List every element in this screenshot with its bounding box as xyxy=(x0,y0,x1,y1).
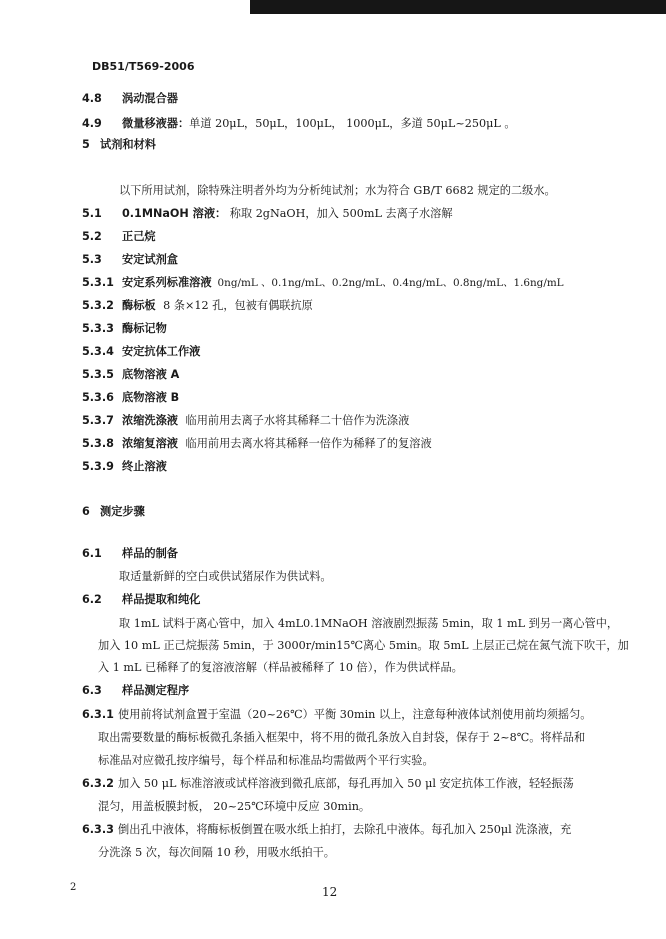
section-number: 5.3.1 xyxy=(82,276,114,289)
section-number: 6.3.1 xyxy=(82,708,114,721)
section-number: 5.3.5 xyxy=(82,368,114,381)
section-title: 底物溶液 B xyxy=(122,391,180,404)
section-title: 安定试剂盒 xyxy=(122,253,178,266)
section-text: 单道 20μL，50μL，100μL， 1000μL，多道 50μL~250μL 。 xyxy=(189,117,516,130)
step-text: 倒出孔中液体，将酶标板倒置在吸水纸上拍打，去除孔中液体。每孔加入 250μl 洗涤液，充 xyxy=(118,823,572,836)
section-title: 涡动混合器 xyxy=(122,92,178,105)
section-5-1 xyxy=(82,206,453,222)
section-number: 5.2 xyxy=(82,230,102,243)
section-number: 4.8 xyxy=(82,92,102,105)
section-title: 终止溶液 xyxy=(122,460,167,473)
section-5-3-4 xyxy=(82,344,200,360)
section-title: 酶标板 xyxy=(122,299,156,312)
step-6-3-3-line-1 xyxy=(82,822,571,838)
section-5-3-3 xyxy=(82,321,167,337)
section-number: 6.3.2 xyxy=(82,777,114,790)
section-text: 称取 2gNaOH，加入 500mL 去离子水溶解 xyxy=(226,207,453,220)
section-5-3-8 xyxy=(82,436,432,452)
section-title: 样品的制备 xyxy=(122,547,178,560)
scan-edge-bar xyxy=(250,0,666,14)
step-6-3-1-line-2: 取出需要数量的酶标板微孔条插入框架中，将不用的微孔条放入自封袋，保存于 2~8℃。将样品和 xyxy=(98,731,586,744)
document-id: DB51/T569-2006 xyxy=(92,60,195,73)
step-6-3-2-line-2: 混匀，用盖板膜封板， 20~25℃环境中反应 30min。 xyxy=(98,800,371,813)
section-number: 5.3 xyxy=(82,253,102,266)
section-5-2 xyxy=(82,229,156,245)
section-title: 0.1MNaOH 溶液： xyxy=(122,207,227,220)
section-text: 临用前用去离水将其稀释一倍作为稀释了的复溶液 xyxy=(181,437,432,450)
section-number: 5 xyxy=(82,138,90,151)
section-number: 6.3 xyxy=(82,684,102,697)
section-5-3-7 xyxy=(82,413,409,429)
extraction-line-1: 取 1mL 试料于离心管中，加入 4mL0.1MNaOH 溶液剧烈振荡 5min，取 1 mL 到另一离心管中， xyxy=(119,617,619,630)
section-title: 酶标记物 xyxy=(122,322,167,335)
section-title: 微量移液器： xyxy=(122,117,190,130)
section-title: 试剂和材料 xyxy=(100,138,156,151)
section-text: 0ng/mL 、0.1ng/mL、0.2ng/mL、0.4ng/mL、0.8ng/mL、1.6ng/mL xyxy=(217,277,564,289)
page-number: 12 xyxy=(322,885,338,899)
section-title: 测定步骤 xyxy=(100,505,145,518)
section-title: 样品测定程序 xyxy=(122,684,190,697)
step-6-3-1-line-1 xyxy=(82,707,591,723)
step-6-3-2-line-1 xyxy=(82,776,574,792)
section-5-3-6 xyxy=(82,390,179,406)
section-number: 5.3.6 xyxy=(82,391,114,404)
section-title: 样品提取和纯化 xyxy=(122,593,201,606)
sample-prep-text: 取适量新鲜的空白或供试猪尿作为供试料。 xyxy=(119,570,332,583)
section-number: 6.2 xyxy=(82,593,102,606)
section-4-8 xyxy=(82,91,178,107)
step-6-3-3-line-2: 分洗涤 5 次，每次间隔 10 秒，用吸水纸拍干。 xyxy=(98,846,335,859)
section-number: 6 xyxy=(82,505,90,518)
step-text: 使用前将试剂盒置于室温（20~26℃）平衡 30min 以上，注意每种液体试剂使用前均须摇匀。 xyxy=(118,708,592,721)
extraction-line-3: 入 1 mL 已稀释了的复溶液溶解（样品被稀释了 10 倍），作为供试样品。 xyxy=(98,661,463,674)
footer-left-mark: 2 xyxy=(70,882,77,893)
section-text: 临用前用去离子水将其稀释二十倍作为洗涤液 xyxy=(181,414,410,427)
section-5-3-1 xyxy=(82,275,564,291)
section-number: 5.3.9 xyxy=(82,460,114,473)
section-6-1 xyxy=(82,546,178,562)
section-5-3-9 xyxy=(82,459,167,475)
section-4-9 xyxy=(82,116,516,132)
section-number: 6.1 xyxy=(82,547,102,560)
section-number: 5.1 xyxy=(82,207,102,220)
section-number: 5.3.4 xyxy=(82,345,114,358)
section-title: 安定抗体工作液 xyxy=(122,345,201,358)
section-number: 4.9 xyxy=(82,117,102,130)
section-title: 底物溶液 A xyxy=(122,368,180,381)
section-6 xyxy=(82,504,145,520)
section-title: 安定系列标准溶液 xyxy=(122,276,212,289)
section-number: 6.3.3 xyxy=(82,823,114,836)
section-5-3-2 xyxy=(82,298,313,314)
reagent-intro: 以下所用试剂，除特殊注明者外均为分析纯试剂；水为符合 GB/T 6682 规定的二级水。 xyxy=(119,184,556,197)
section-number: 5.3.3 xyxy=(82,322,114,335)
extraction-line-2: 加入 10 mL 正己烷振荡 5min，于 3000r/min15℃离心 5min。取 5mL 上层正己烷在氮气流下吹干，加 xyxy=(98,639,629,652)
step-6-3-1-line-3: 标准品对应微孔按序编号，每个样品和标准品均需做两个平行实验。 xyxy=(98,754,434,767)
section-text: 8 条×12 孔，包被有偶联抗原 xyxy=(159,299,313,312)
section-title: 浓缩洗涤液 xyxy=(122,414,178,427)
section-6-2 xyxy=(82,592,200,608)
section-number: 5.3.7 xyxy=(82,414,114,427)
section-5-3 xyxy=(82,252,178,268)
section-5 xyxy=(82,137,156,153)
section-title: 浓缩复溶液 xyxy=(122,437,178,450)
section-number: 5.3.2 xyxy=(82,299,114,312)
section-number: 5.3.8 xyxy=(82,437,114,450)
step-text: 加入 50 μL 标准溶液或试样溶液到微孔底部，每孔再加入 50 μl 安定抗体工作液，轻轻振荡 xyxy=(118,777,574,790)
section-6-3 xyxy=(82,683,189,699)
section-title: 正己烷 xyxy=(122,230,156,243)
section-5-3-5 xyxy=(82,367,179,383)
